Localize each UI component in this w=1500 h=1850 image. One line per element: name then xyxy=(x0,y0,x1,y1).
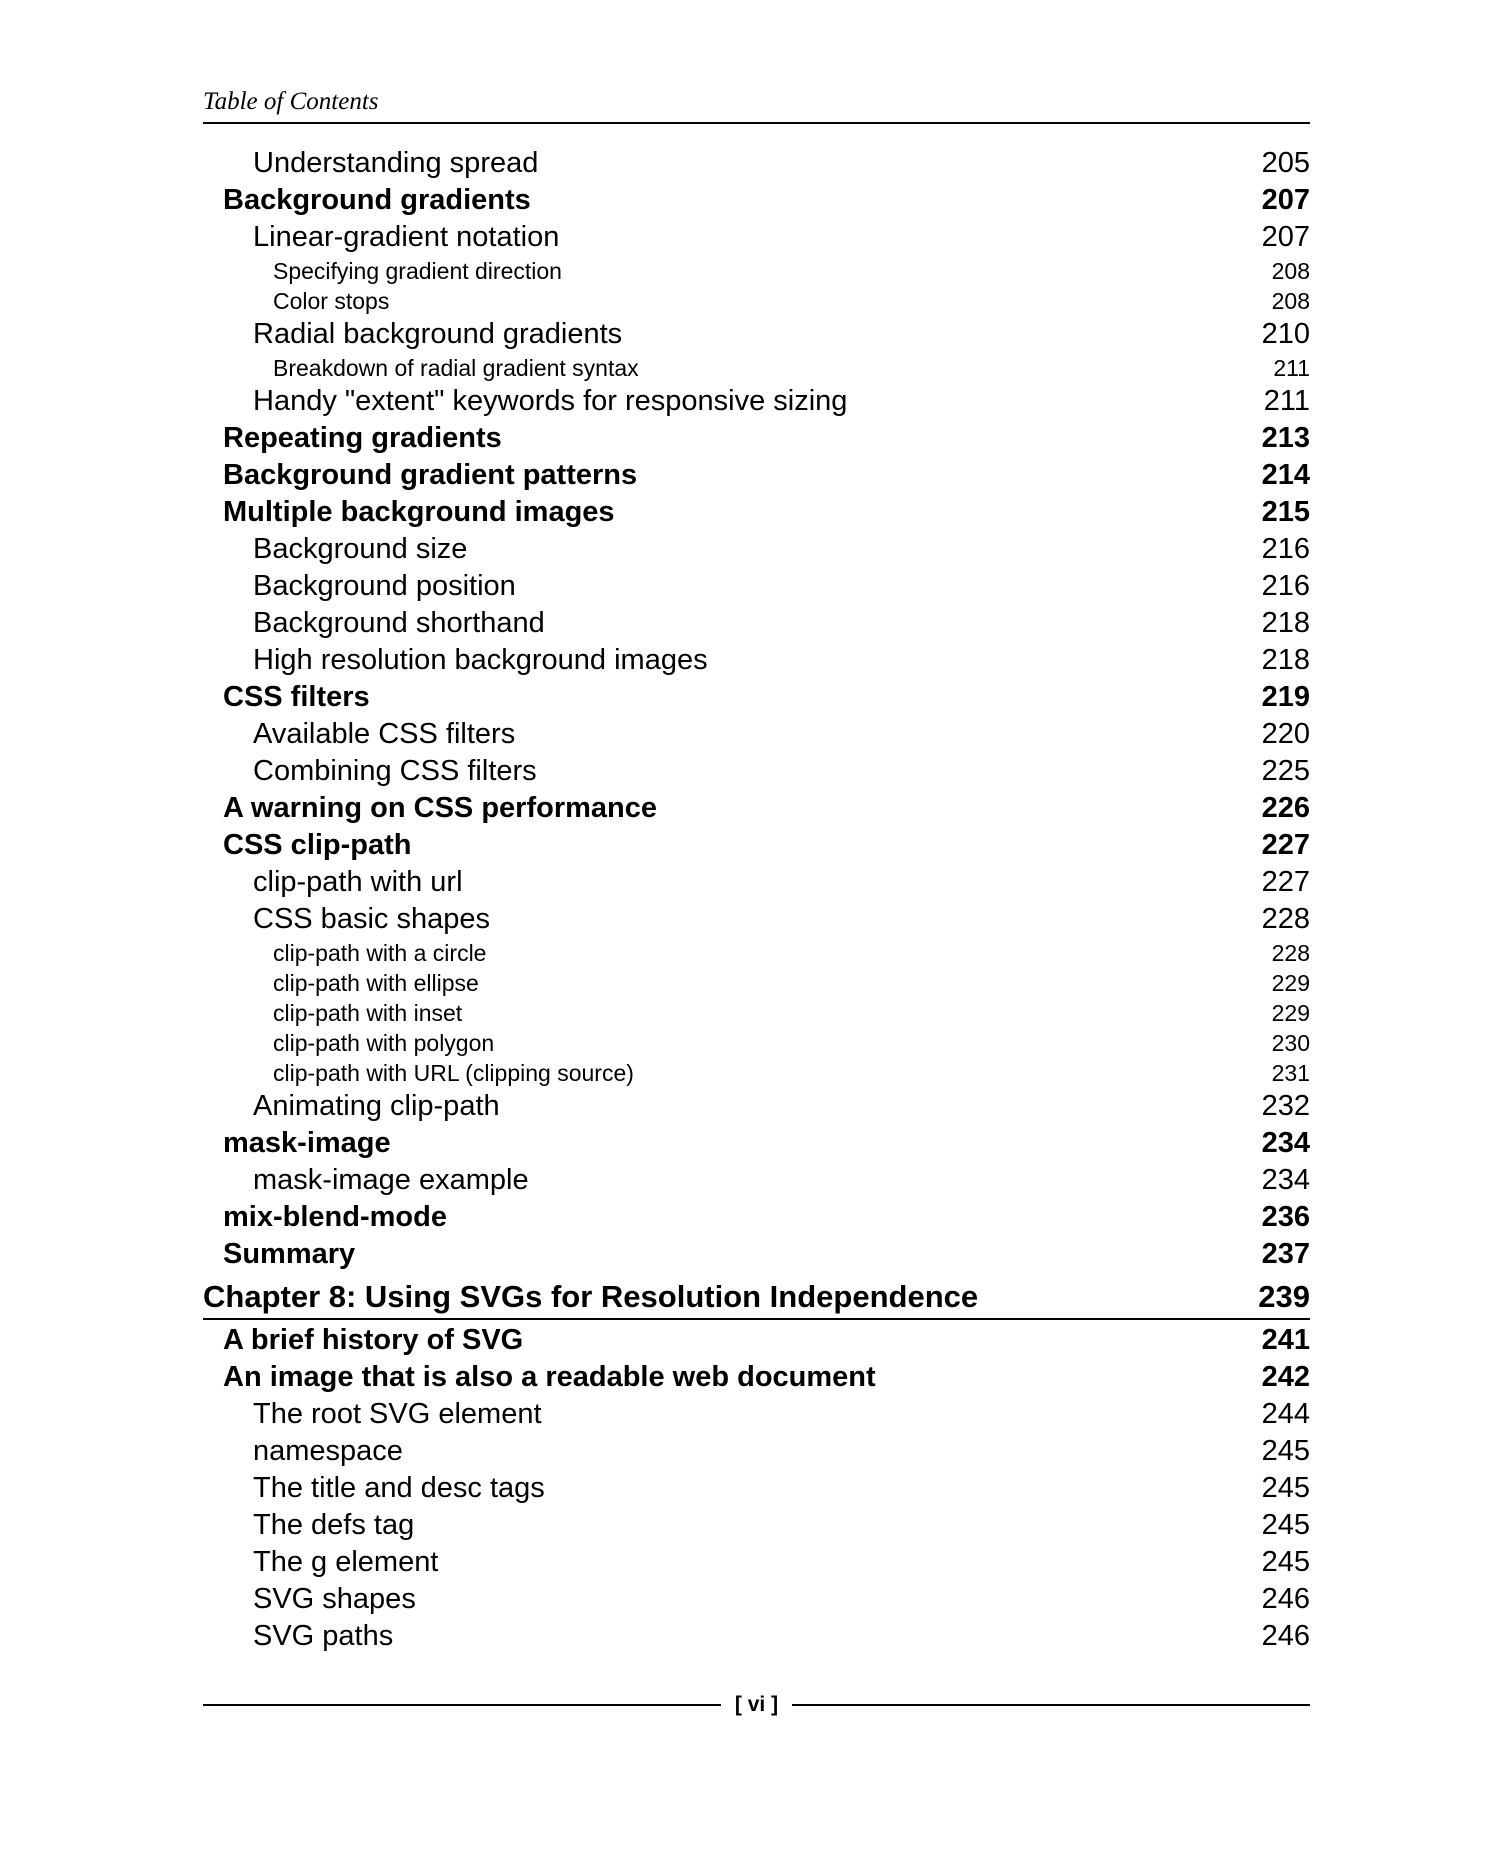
toc-entry[interactable] xyxy=(203,968,1310,998)
toc-entry-title: Background gradients xyxy=(223,184,531,216)
toc-entry[interactable] xyxy=(203,1618,1310,1655)
toc-entry[interactable] xyxy=(203,938,1310,968)
toc-entry-page: 215 xyxy=(1261,496,1310,528)
toc-entry-page: 241 xyxy=(1261,1324,1310,1356)
toc-entry[interactable] xyxy=(203,145,1310,182)
toc-entry-title: clip-path with inset xyxy=(273,1000,463,1026)
toc-entry[interactable] xyxy=(203,420,1310,457)
toc-entry-title: Handy "extent" keywords for responsive sizing xyxy=(253,385,848,417)
toc-entry-title: Specifying gradient direction xyxy=(273,258,562,284)
toc-entry-page: 245 xyxy=(1261,1509,1310,1541)
toc-entry-title: Color stops xyxy=(273,288,390,314)
toc-entry-page: 242 xyxy=(1261,1361,1310,1393)
toc-entry-page: 205 xyxy=(1261,147,1310,179)
toc-entry-page: 218 xyxy=(1261,607,1310,639)
toc-entry[interactable] xyxy=(203,827,1310,864)
toc-entry-title: namespace xyxy=(253,1435,403,1467)
toc-entry[interactable] xyxy=(203,1359,1310,1396)
toc-entry-title: CSS filters xyxy=(223,681,370,713)
toc-entry-page: 220 xyxy=(1261,718,1310,750)
page-footer xyxy=(203,1690,1310,1720)
toc-entry[interactable] xyxy=(203,1125,1310,1162)
toc-entry-title: Radial background gradients xyxy=(253,318,623,350)
toc-entry[interactable] xyxy=(203,716,1310,753)
toc-entry-page: 229 xyxy=(1271,970,1310,996)
toc-entry-title: clip-path with ellipse xyxy=(273,970,479,996)
toc-entry-title: SVG shapes xyxy=(253,1583,416,1615)
toc-entry-title: clip-path with polygon xyxy=(273,1030,495,1056)
toc-entry-title: Summary xyxy=(223,1238,356,1270)
toc-entry-page: 216 xyxy=(1261,533,1310,565)
toc-entry-page: 244 xyxy=(1261,1398,1310,1430)
toc-entry[interactable] xyxy=(203,1470,1310,1507)
toc-entry-title: mask-image xyxy=(223,1127,391,1159)
toc-entry-page: 230 xyxy=(1271,1030,1310,1056)
toc-entry-title: CSS basic shapes xyxy=(253,903,490,935)
toc-entry-page: 227 xyxy=(1261,829,1310,861)
toc-entry[interactable] xyxy=(203,679,1310,716)
toc-entry[interactable] xyxy=(203,642,1310,679)
toc-entry-page: 208 xyxy=(1271,288,1310,314)
toc-entry-title: A brief history of SVG xyxy=(223,1324,524,1356)
toc-entry-title: clip-path with url xyxy=(253,866,463,898)
toc-entry-page: 207 xyxy=(1261,184,1310,216)
toc-entry[interactable] xyxy=(203,1433,1310,1470)
toc-entry-page: 237 xyxy=(1261,1238,1310,1270)
toc-entry-page: 232 xyxy=(1261,1090,1310,1122)
toc-page xyxy=(203,88,1310,1655)
toc-entry[interactable] xyxy=(203,1088,1310,1125)
running-head: Table of Contents xyxy=(203,88,1310,124)
toc-entry-page: 246 xyxy=(1261,1620,1310,1652)
toc-entry[interactable] xyxy=(203,219,1310,256)
toc-entry-title: A warning on CSS performance xyxy=(223,792,657,824)
toc-entry-title: Repeating gradients xyxy=(223,422,502,454)
toc-entry[interactable] xyxy=(203,383,1310,420)
toc-entry-page: 239 xyxy=(1258,1279,1310,1314)
toc-entry[interactable] xyxy=(203,568,1310,605)
toc-entry-page: 245 xyxy=(1261,1435,1310,1467)
toc-entry[interactable] xyxy=(203,901,1310,938)
toc-entry-page: 245 xyxy=(1261,1472,1310,1504)
toc-chapter-heading[interactable] xyxy=(203,1276,1310,1320)
toc-entry-page: 219 xyxy=(1261,681,1310,713)
toc-entry[interactable] xyxy=(203,1058,1310,1088)
toc-entry-page: 211 xyxy=(1273,355,1310,381)
toc-entry-page: 214 xyxy=(1261,459,1310,491)
toc-entry-page: 210 xyxy=(1261,318,1310,350)
toc-entry-title: Background shorthand xyxy=(253,607,545,639)
toc-entry-title: clip-path with URL (clipping source) xyxy=(273,1060,634,1086)
toc-entry[interactable] xyxy=(203,998,1310,1028)
toc-entry-title: The title and desc tags xyxy=(253,1472,545,1504)
toc-entry-title: Background size xyxy=(253,533,468,565)
toc-entry[interactable] xyxy=(203,182,1310,219)
toc-entry[interactable] xyxy=(203,1581,1310,1618)
toc-entry[interactable] xyxy=(203,256,1310,286)
toc-entry[interactable] xyxy=(203,531,1310,568)
toc-entry[interactable] xyxy=(203,1162,1310,1199)
toc-entry[interactable] xyxy=(203,286,1310,316)
toc-entry[interactable] xyxy=(203,790,1310,827)
toc-entry-title: Breakdown of radial gradient syntax xyxy=(273,355,639,381)
toc-entry-title: The defs tag xyxy=(253,1509,415,1541)
toc-entry-page: 228 xyxy=(1261,903,1310,935)
toc-entry-title: mix-blend-mode xyxy=(223,1201,447,1233)
toc-entry[interactable] xyxy=(203,1322,1310,1359)
toc-entry-title: Available CSS filters xyxy=(253,718,516,750)
toc-entry-page: 207 xyxy=(1261,221,1310,253)
toc-list xyxy=(203,145,1310,1655)
toc-entry[interactable] xyxy=(203,494,1310,531)
toc-entry-title: Background position xyxy=(253,570,516,602)
toc-entry-page: 218 xyxy=(1261,644,1310,676)
toc-entry-title: Combining CSS filters xyxy=(253,755,537,787)
toc-entry[interactable] xyxy=(203,1028,1310,1058)
toc-entry-page: 234 xyxy=(1261,1127,1310,1159)
toc-entry-title: Multiple background images xyxy=(223,496,615,528)
toc-entry[interactable] xyxy=(203,457,1310,494)
toc-entry-title: The root SVG element xyxy=(253,1398,542,1430)
toc-entry[interactable] xyxy=(203,1199,1310,1236)
footer-rule-left xyxy=(203,1704,721,1706)
toc-entry-page: 246 xyxy=(1261,1583,1310,1615)
toc-entry-page: 234 xyxy=(1261,1164,1310,1196)
toc-entry-title: mask-image example xyxy=(253,1164,529,1196)
toc-entry-page: 229 xyxy=(1271,1000,1310,1026)
toc-entry-title: Linear-gradient notation xyxy=(253,221,560,253)
toc-entry[interactable] xyxy=(203,605,1310,642)
toc-entry-page: 208 xyxy=(1271,258,1310,284)
toc-entry-title: clip-path with a circle xyxy=(273,940,487,966)
toc-entry-page: 225 xyxy=(1261,755,1310,787)
toc-entry-title: Chapter 8: Using SVGs for Resolution Independence xyxy=(203,1279,979,1314)
toc-entry[interactable] xyxy=(203,1544,1310,1581)
toc-entry-page: 245 xyxy=(1261,1546,1310,1578)
toc-entry-page: 236 xyxy=(1261,1201,1310,1233)
toc-entry-title: CSS clip-path xyxy=(223,829,412,861)
toc-entry[interactable] xyxy=(203,1396,1310,1433)
toc-entry-page: 228 xyxy=(1271,940,1310,966)
toc-entry-title: Animating clip-path xyxy=(253,1090,500,1122)
toc-entry-title: Understanding spread xyxy=(253,147,539,179)
toc-entry[interactable] xyxy=(203,316,1310,353)
footer-rule-right xyxy=(792,1704,1310,1706)
toc-entry[interactable] xyxy=(203,864,1310,901)
toc-entry-page: 226 xyxy=(1261,792,1310,824)
toc-entry-title: Background gradient patterns xyxy=(223,459,638,491)
toc-entry-page: 216 xyxy=(1261,570,1310,602)
toc-entry-title: High resolution background images xyxy=(253,644,708,676)
page-number: [ vi ] xyxy=(734,1693,779,1716)
toc-entry-title: SVG paths xyxy=(253,1620,394,1652)
toc-entry-page: 211 xyxy=(1263,385,1310,417)
toc-entry-title: An image that is also a readable web document xyxy=(223,1361,876,1393)
toc-entry[interactable] xyxy=(203,353,1310,383)
toc-entry-page: 213 xyxy=(1261,422,1310,454)
toc-entry[interactable] xyxy=(203,1236,1310,1273)
toc-entry[interactable] xyxy=(203,1507,1310,1544)
toc-entry-page: 227 xyxy=(1261,866,1310,898)
toc-entry-title: The g element xyxy=(253,1546,439,1578)
toc-entry-page: 231 xyxy=(1271,1060,1310,1086)
toc-entry[interactable] xyxy=(203,753,1310,790)
